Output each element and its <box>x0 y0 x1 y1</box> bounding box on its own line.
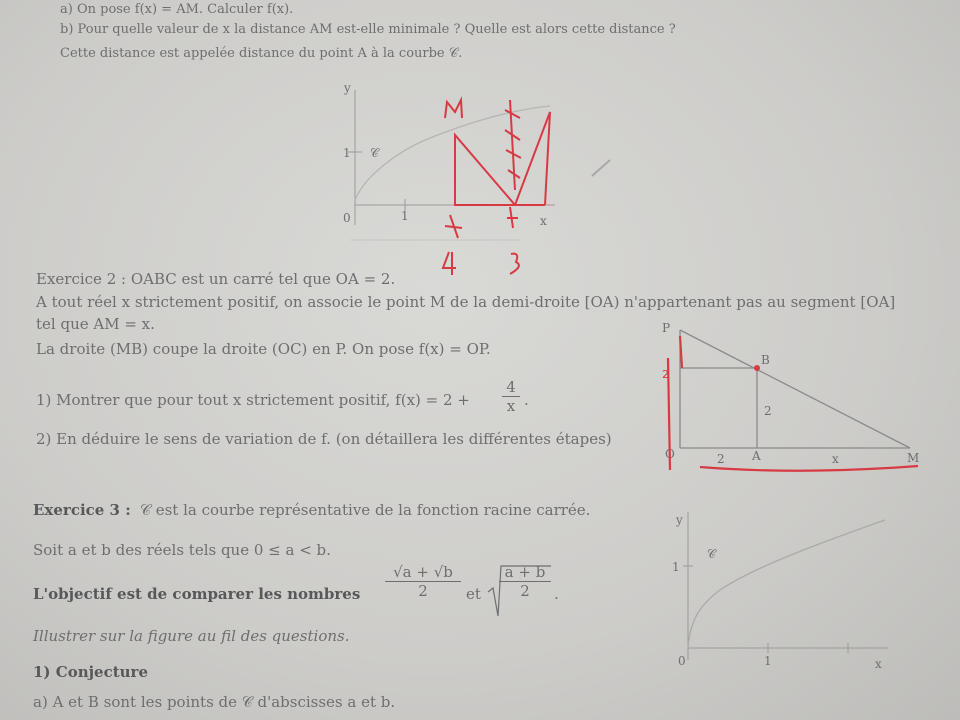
graph1-y-label: y <box>344 81 351 95</box>
q1-fraction-den: x <box>506 397 516 415</box>
distance-definition: Cette distance est appelée distance du point A à la courbe 𝒞. <box>60 46 463 61</box>
fraction2-den: 2 <box>520 582 530 600</box>
label-m: M <box>907 451 920 465</box>
exercise3-line1: Soit a et b des réels tels que 0 ≤ a < b. <box>33 541 331 559</box>
fraction1-den: 2 <box>418 582 428 600</box>
hand-two-bottom: 2 <box>717 452 725 466</box>
hand-x: x <box>832 452 839 466</box>
exercise3-line2: L'objectif est de comparer les nombres <box>33 585 361 603</box>
graph1-one-x: 1 <box>401 209 409 223</box>
label-a: A <box>752 449 761 463</box>
graph1-x-label: x <box>540 214 547 228</box>
graph1-curve-label: 𝒞 <box>370 146 379 160</box>
exercise2-line1: A tout réel x strictement positif, on associe le point M de la demi-droite [OA) n'appartenant pas au segment [OA] <box>36 293 896 311</box>
exercise2-line2: tel que AM = x. <box>36 315 155 333</box>
graph3-y-label: y <box>676 513 683 527</box>
question-b: b) Pour quelle valeur de x la distance AM est-elle minimale ? Quelle est alors cette distance ? <box>60 22 676 37</box>
label-p: P <box>662 321 671 335</box>
fraction2-num: a + b <box>499 563 551 582</box>
hand-two: 2 <box>662 368 669 381</box>
exercise2-line3: La droite (MB) coupe la droite (OC) en P. On pose f(x) = OP. <box>36 340 491 358</box>
exercise2-title: Exercice 2 : OABC est un carré tel que OA = 2. <box>36 270 396 288</box>
graph3-x-label: x <box>875 657 882 671</box>
exercise2-q2: 2) En déduire le sens de variation de f. (on détaillera les différentes étapes) <box>36 430 612 448</box>
exercise3-title: Exercice 3 : <box>33 501 131 519</box>
exercise3-title-rest: 𝒞 est la courbe représentative de la fonction racine carrée. <box>140 501 591 519</box>
label-b: B <box>761 353 770 367</box>
fraction1-num: √a + √b <box>385 563 461 582</box>
graph1-one-y: 1 <box>343 146 351 160</box>
label-o: O <box>665 447 675 461</box>
question-a: a) On pose f(x) = AM. Calculer f(x). <box>60 2 294 17</box>
end-dot: . <box>554 585 559 603</box>
exercise2-q1-end: . <box>524 391 529 409</box>
word-et: et <box>466 585 481 603</box>
graph1-origin: 0 <box>343 211 351 225</box>
graph3-curve <box>688 520 885 648</box>
label-side-two: 2 <box>764 404 772 418</box>
item-a: a) A et B sont les points de 𝒞 d'abscisses a et b. <box>33 693 396 711</box>
q1-fraction-num: 4 <box>502 378 520 397</box>
graph3-curve-label: 𝒞 <box>707 547 716 561</box>
conjecture-heading: 1) Conjecture <box>33 663 148 681</box>
exercise3-line3: Illustrer sur la figure au fil des questions. <box>33 627 350 645</box>
graph3-one-x: 1 <box>764 654 772 668</box>
graph3-one-y: 1 <box>672 560 680 574</box>
exercise2-q1-text: 1) Montrer que pour tout x strictement positif, f(x) = 2 + <box>36 391 470 409</box>
graph3-origin: 0 <box>678 654 686 668</box>
